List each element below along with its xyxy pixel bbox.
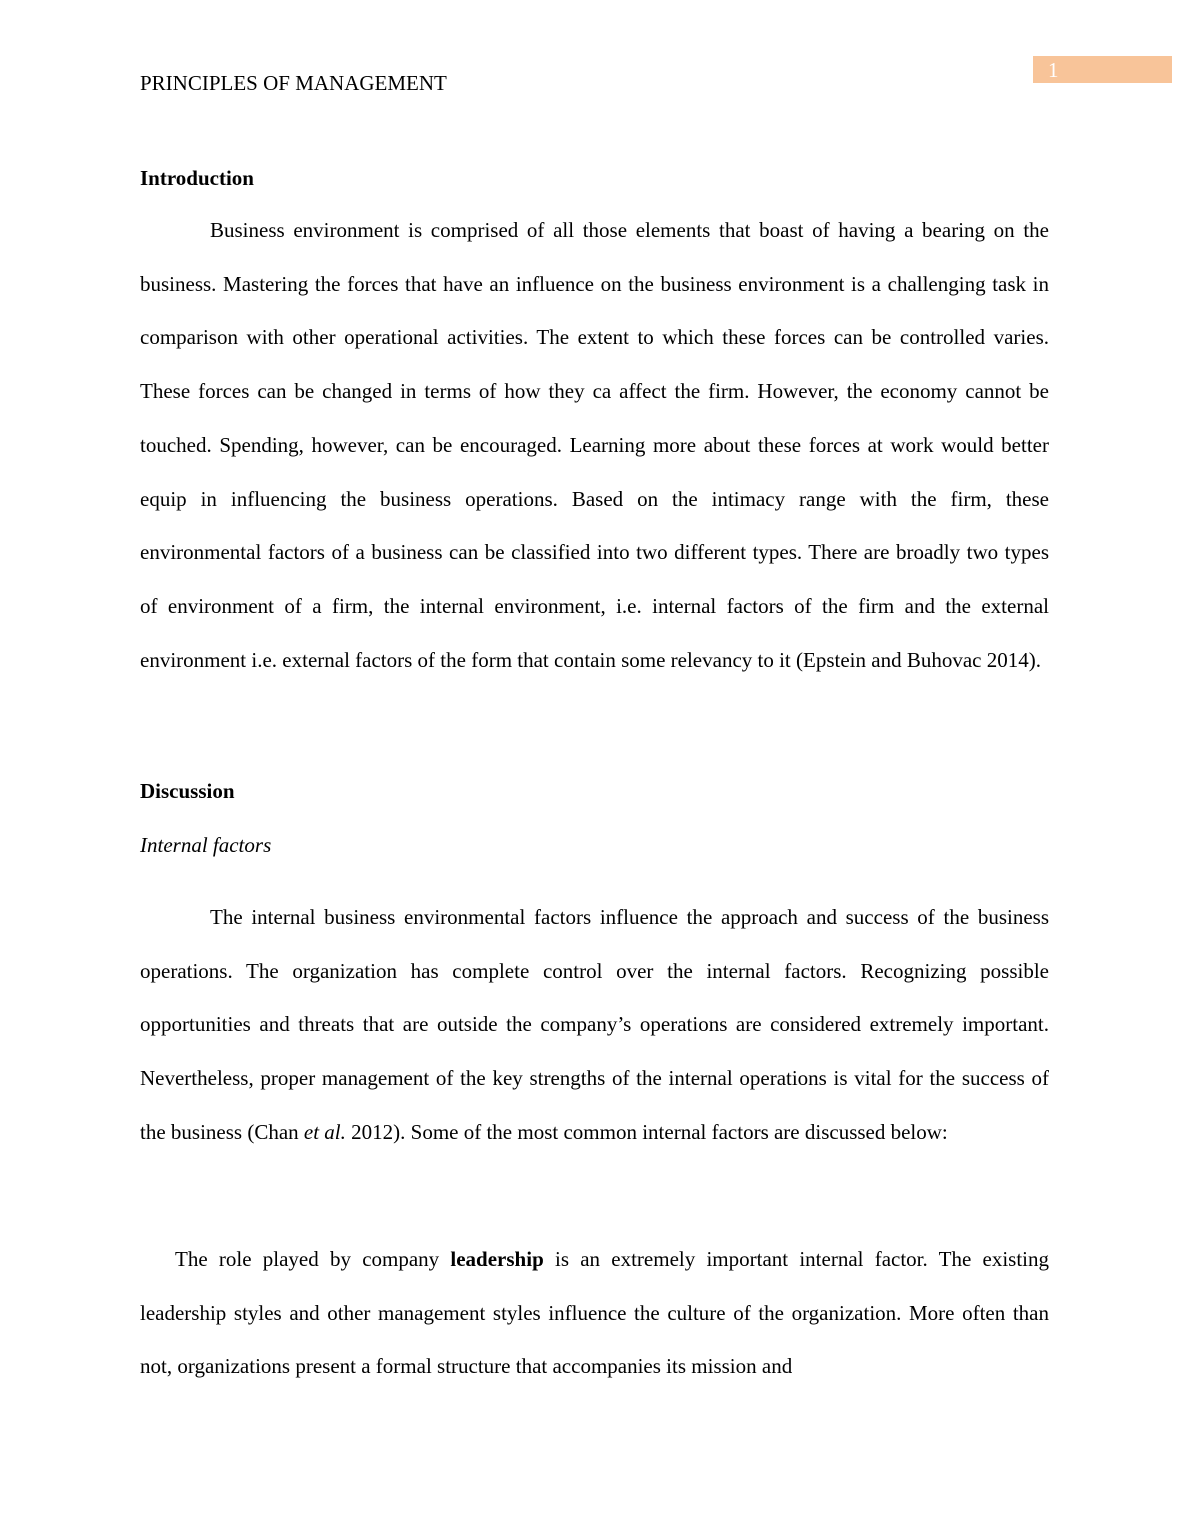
running-head: PRINCIPLES OF MANAGEMENT — [140, 71, 447, 95]
paragraph-text: The internal business environmental factors influence the approach and success of the business operations. The organization has complete control over the internal factors. Recognizing possible opportunities and threats that are outside the company’s operations are considered extremely important. Nevertheless, proper management of the key strengths of the internal operations is vital for the success of the business (Chan — [140, 905, 1049, 1144]
citation-et-al: et al. — [303, 1119, 346, 1144]
paragraph-text: is an extremely important internal factor. The existing leadership styles and other management styles influence the culture of the organization. More often than not, organizations present a formal structure that accompanies its mission and — [140, 1247, 1049, 1379]
introduction-paragraph: Business environment is comprised of all those elements that boast of having a bearing on the business. Mastering the forces that have an influence on the business environment is a challenging task in comparison with other operational activities. The extent to which these forces can be controlled varies. These forces can be changed in terms of how they ca affect the firm. However, the economy cannot be touched. Spending, however, can be encouraged. Learning more about these forces at work would better equip in influencing the business operations. Based on the intimacy range with the firm, these environmental factors of a business can be classified into two different types. There are broadly two types of environment of a firm, the internal environment, i.e. internal factors of the firm and the external environment i.e. external factors of the form that contain some relevancy to it (Epstein and Buhovac 2014). — [140, 218, 1049, 672]
page-number-box — [1033, 56, 1172, 83]
paragraph-text: The role played by company — [175, 1247, 451, 1271]
page-number: 1 — [1048, 58, 1059, 82]
introduction-heading: Introduction — [140, 166, 254, 190]
discussion-heading: Discussion — [140, 779, 235, 803]
internal-factors-paragraph — [140, 891, 1049, 1160]
leadership-term: leadership — [450, 1247, 544, 1271]
paragraph-text: 2012). Some of the most common internal factors are discussed below: — [345, 1119, 948, 1144]
internal-factors-subheading: Internal factors — [140, 833, 272, 857]
leadership-paragraph — [140, 1233, 1049, 1394]
